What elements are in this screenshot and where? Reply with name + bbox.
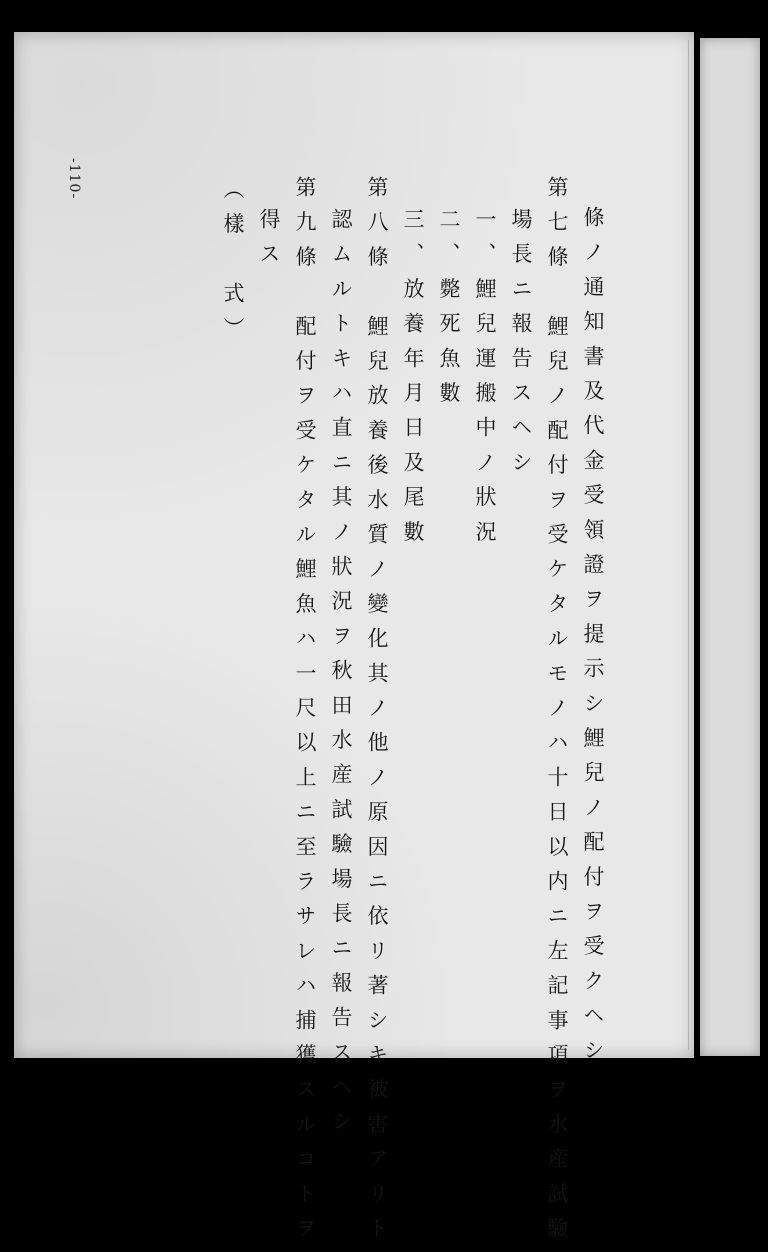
page-number: -110- bbox=[66, 158, 82, 200]
text-column-8: 認ムルトキハ直ニ其ノ狀況ヲ秋田水産試驗場長ニ報告スヘシ bbox=[329, 208, 353, 1145]
text-column-6: 三、放養年月日及尾數 bbox=[401, 208, 425, 555]
text-column-7: 第八條 鯉兒放養後水質ノ變化其ノ他ノ原因ニ依リ著シキ被害アリト bbox=[365, 176, 389, 1252]
text-column-9: 第九條 配付ヲ受ケタル鯉魚ハ一尺以上ニ至ラサレハ捕獲スルコトヲ bbox=[293, 176, 317, 1252]
text-column-5: 二、斃死魚數 bbox=[437, 208, 461, 417]
text-column-3: 場長ニ報告スヘシ bbox=[509, 208, 533, 486]
text-column-4: 一、鯉兒運搬中ノ狀況 bbox=[473, 208, 497, 555]
page-fold-line bbox=[688, 40, 689, 1050]
next-page-edge bbox=[700, 38, 760, 1056]
text-column-10: 得ス bbox=[257, 208, 281, 278]
text-column-1: 條ノ通知書及代金受領證ヲ提示シ鯉兒ノ配付ヲ受クヘシ bbox=[581, 206, 605, 1074]
text-column-11: （樣 式） bbox=[221, 178, 245, 352]
text-column-2: 第七條 鯉兒ノ配付ヲ受ケタルモノハ十日以内ニ左記事項ヲ水産試驗 bbox=[545, 176, 569, 1252]
